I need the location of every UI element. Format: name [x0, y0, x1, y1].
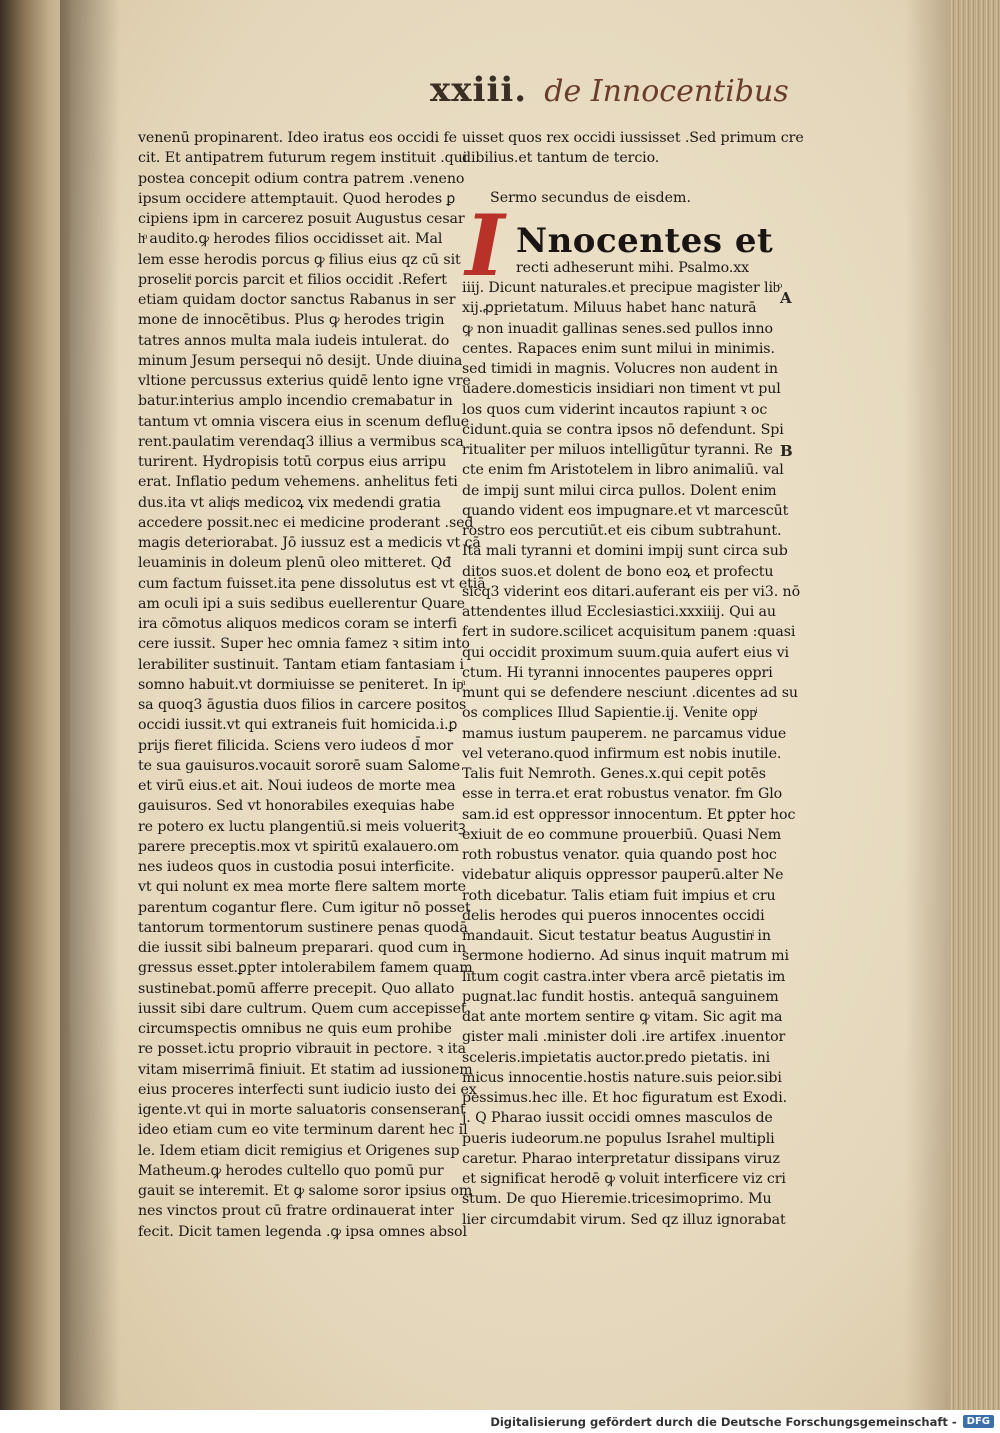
- text-line: vel veterano.quod infirmum est nobis inutile.: [462, 745, 782, 762]
- text-line: minum Jesum persequi nō desijt. Unde diuina: [138, 352, 463, 369]
- sermon-heading: Sermo secundus de eisdem.: [490, 190, 691, 206]
- text-line: dus.ita vt aliqͥs medicoꝝ vix medendi gratia: [138, 494, 441, 511]
- text-line: magis deteriorabat. Jō iussuz est a medicis vt cā: [138, 535, 481, 551]
- text-line: sceleris.impietatis auctor.predo pietatis. ini: [462, 1049, 771, 1066]
- spine-shadow: [60, 0, 120, 1410]
- text-line: mamus iustum pauperem. ne parcamus vidue: [462, 725, 787, 742]
- footer-credit: Digitalisierung gefördert durch die Deutsche Forschungsgemeinschaft -: [490, 1414, 957, 1429]
- text-line: dibilius.et tantum de tercio.: [462, 150, 660, 167]
- margin-mark-a: A: [780, 289, 792, 307]
- text-line: leuaminis in doleum plenū oleo mitteret. Qđ: [138, 555, 452, 572]
- text-line: circumspectis omnibus ne quis eum prohibe: [138, 1021, 452, 1037]
- text-line: quando vident eos impugnare.et vt marcescūt: [462, 502, 789, 519]
- text-line: ritualiter per miluos intelligūtur tyranni. Re: [462, 442, 773, 458]
- text-line: Talis fuit Nemroth. Genes.x.qui cepit potēs: [462, 766, 766, 782]
- right-column-body: [462, 278, 801, 1230]
- text-line: qui occidit proximum suum.quia aufert eius vi: [462, 644, 789, 661]
- text-line: cere iussit. Super hec omnia famez ꝛ sitim into: [138, 636, 470, 653]
- text-line: sustinebat.pomū afferre precepit. Quo allato: [138, 980, 455, 997]
- text-line: cidunt.quia se contra ipsos nō defendunt. Spi: [462, 421, 784, 438]
- text-line: eius proceres interfecti sunt iudicio iusto dei ex: [138, 1081, 477, 1098]
- text-line: vt qui nolunt ex mea morte flere saltem morte: [138, 879, 466, 896]
- text-line: re potero ex luctu plangentiū.si meis volueritꝫ: [138, 818, 466, 835]
- text-line: sam.id est oppressor innocentum. Et ꝑpter hoc: [462, 806, 796, 823]
- text-line: batur.interius amplo incendio cremabatur in: [138, 393, 453, 410]
- text-line: ideo etiam cum eo vite terminum darent hec il: [138, 1122, 468, 1139]
- text-line: videbatur aliquis oppressor pauperū.alter Ne: [462, 867, 784, 884]
- text-line: centes. Rapaces enim sunt milui in minimis.: [462, 340, 775, 357]
- text-line: ctum. Hi tyranni innocentes pauperes oppri: [462, 664, 773, 681]
- text-line: gauisuros. Sed vt honorabiles exequias habe: [138, 798, 455, 815]
- text-line: los quos cum viderint incautos rapiunt ꝛ oc: [462, 401, 768, 418]
- text-line: nes iudeos quos in custodia posui interficite.: [138, 859, 455, 875]
- text-line: sermone hodierno. Ad sinus inquit matrum mi: [462, 948, 789, 965]
- text-line: dat ante mortem sentire ꝙ vitam. Sic agit ma: [462, 1009, 783, 1025]
- text-line: gister mali .minister doli .ire artifex .inuentor: [462, 1029, 786, 1046]
- text-line: pessimus.hec ille. Et hoc figuratum est Exodi.: [462, 1090, 788, 1106]
- text-line: pugnat.lac fundit hostis. antequā sanguinem: [462, 988, 779, 1005]
- text-line: parere preceptis.mox vt spiritū exalauero.om: [138, 838, 459, 855]
- text-line: gauit se interemit. Et ꝙ salome soror ipsius om: [138, 1183, 473, 1199]
- text-line: sed timidi in magnis. Volucres non audent in: [462, 361, 778, 377]
- text-line: munt qui se defendere nesciunt .dicentes ad su: [462, 685, 798, 701]
- text-line: iiij. Dicunt naturales.et precipue magister libͦ: [462, 280, 780, 296]
- text-line: le. Idem etiam dicit remigius et Origenes sup: [138, 1142, 460, 1159]
- text-line: vitam miserrimā finiuit. Et statim ad iussionem: [138, 1061, 473, 1078]
- left-text-column: [138, 128, 486, 1242]
- text-line: stum. De quo Hieremie.tricesimoprimo. Mu: [462, 1191, 772, 1208]
- text-line: fecit. Dicit tamen legenda .ꝙ ipsa omnes absol: [138, 1223, 467, 1240]
- text-line: xij.ꝓprietatum. Miluus habet hanc naturā: [462, 300, 757, 317]
- text-line: prijs fieret filicida. Sciens vero iudeos d̄ mor: [138, 737, 453, 754]
- text-line: gressus esset.ꝑpter intolerabilem famem quam: [138, 960, 473, 977]
- page-edges: [950, 0, 1000, 1410]
- text-line: Matheum.ꝙ herodes cultello quo pomū pur: [138, 1162, 444, 1179]
- text-line: recti adheserunt mihi. Psalmo.xx: [516, 260, 750, 276]
- text-line: tantum vt omnia viscera eius in scenum deflue: [138, 413, 470, 430]
- text-line: parentum cogantur flere. Cum igitur nō posset: [138, 899, 471, 916]
- text-line: ira cōmotus aliquos medicos coram se interfi: [138, 616, 458, 632]
- incipit-text: Nnocentes et: [516, 221, 774, 261]
- text-line: lier circumdabit virum. Sed qz illuz ignorabat: [462, 1211, 786, 1228]
- text-line: venenū propinarent. Ideo iratus eos occidi fe: [138, 130, 457, 146]
- text-line: mandauit. Sicut testatur beatus Augustinͥ in: [462, 928, 771, 944]
- text-line: iussit sibi dare cultrum. Quem cum accepisset.: [138, 1000, 471, 1017]
- running-head: [430, 70, 789, 120]
- text-line: esse in terra.et erat robustus venator. fm Glo: [462, 786, 783, 803]
- text-line: et virū eius.et ait. Noui iudeos de morte mea: [138, 778, 456, 794]
- right-column-top: [462, 128, 804, 169]
- text-line: proselitͥ porcis parcit et filios occidit .Refert: [138, 271, 447, 288]
- text-line: uadere.domesticis insidiari non timent vt pul: [462, 381, 781, 398]
- text-line: hͦ audito.ꝙ herodes filios occidisset ait. Mal: [138, 231, 443, 248]
- text-line: os complices Illud Sapientie.ij. Venite oppͥ: [462, 705, 757, 722]
- text-line: ditos suos.et dolent de bono eoꝝ et profectu: [462, 563, 774, 580]
- text-line: rent.paulatim verendaq3 illius a vermibus sca: [138, 433, 464, 450]
- text-line: sicq3 viderint eos ditari.auferant eis per vi3. nō: [462, 583, 801, 600]
- margin-mark-b: B: [780, 442, 793, 460]
- decorated-initial: I: [465, 196, 505, 295]
- text-line: delis herodes qui pueros innocentes occidi: [462, 907, 765, 924]
- text-line: litum cogit castra.inter vbera arcē pietatis im: [462, 968, 786, 985]
- running-title: de Innocentibus: [544, 74, 789, 109]
- text-line: pueris iudeorum.ne populus Israhel multipli: [462, 1130, 775, 1147]
- text-line: attendentes illud Ecclesiastici.xxxiiij. Qui au: [462, 604, 776, 620]
- text-line: tantorum tormentorum sustinere penas quodā: [138, 919, 468, 936]
- text-line: et significat herodē ꝙ voluit interficere viz cri: [462, 1171, 786, 1187]
- text-line: Ita mali tyranni et domini impij sunt circa sub: [462, 543, 788, 560]
- text-line: occidi iussit.vt qui extraneis fuit homicida.i.ꝑ: [138, 717, 458, 734]
- text-line: lerabiliter sustinuit. Tantam etiam fantasiam i: [138, 656, 464, 673]
- text-line: de impij sunt milui circa pullos. Dolent enim: [462, 482, 777, 499]
- text-line: cte enim fm Aristotelem in libro animaliū. val: [462, 462, 784, 479]
- folio-number: xxiii.: [430, 70, 528, 110]
- text-line: vltione percussus exterius quidē lento igne vre: [138, 373, 471, 389]
- text-line: roth dicebatur. Talis etiam fuit impius et cru: [462, 887, 776, 904]
- text-line: ꝙ non inuadit gallinas senes.sed pullos inno: [462, 320, 773, 337]
- right-column-opening: [516, 258, 786, 278]
- text-line: erat. Inflatio pedum vehemens. anhelitus feti: [138, 474, 458, 491]
- text-line: igente.vt qui in morte saluatoris consenserant: [138, 1102, 466, 1118]
- footer-bar: [0, 1410, 1000, 1433]
- text-line: j. Q Pharao iussit occidi omnes masculos de: [462, 1110, 773, 1127]
- text-line: turirent. Hydropisis totū corpus eius arripu: [138, 454, 447, 470]
- text-line: am oculi ipi a suis sedibus euellerentur Quare: [138, 595, 465, 612]
- text-line: sa quoq3 āgustia duos filios in carcere positos: [138, 697, 467, 713]
- text-line: accedere possit.nec ei medicine proderant .sed: [138, 514, 474, 531]
- text-line: re posset.ictu proprio vibrauit in pectore. ꝛ ita: [138, 1041, 467, 1058]
- text-line: mone de innocētibus. Plus ꝙ herodes trigin: [138, 312, 445, 329]
- text-line: rostro eos percutiūt.et eis cibum subtrahunt.: [462, 523, 782, 539]
- text-line: caretur. Pharao interpretatur dissipans viruz: [462, 1150, 780, 1167]
- text-line: exiuit de eo commune prouerbiū. Quasi Nem: [462, 826, 782, 843]
- text-line: cipiens ipm in carcerez posuit Augustus cesar: [138, 211, 465, 227]
- text-line: tatres annos multa mala iudeis intulerat. do: [138, 332, 450, 349]
- text-line: uisset quos rex occidi iussisset .Sed primum cre: [462, 130, 804, 146]
- dfg-logo: DFG: [963, 1415, 994, 1428]
- text-line: etiam quidam doctor sanctus Rabanus in ser: [138, 292, 456, 308]
- text-line: fert in sudore.scilicet acquisitum panem :quasi: [462, 624, 796, 641]
- text-line: micus innocentie.hostis nature.suis peior.sibi: [462, 1069, 782, 1086]
- text-line: cum factum fuisset.ita pene dissolutus est vt etiā: [138, 575, 486, 592]
- text-line: postea concepit odium contra patrem .veneno: [138, 170, 465, 187]
- text-line: somno habuit.vt dormiuisse se peniteret. In ipͣ: [138, 676, 464, 693]
- text-line: ipsum occidere attemptauit. Quod herodes ꝑ: [138, 190, 456, 207]
- text-line: nes vinctos prout cū fratre ordinauerat inter: [138, 1203, 454, 1220]
- text-line: lem esse herodis porcus ꝙ filius eius qz cū sit: [138, 251, 461, 268]
- text-line: te sua gauisuros.vocauit sororē suam Salome: [138, 757, 461, 774]
- text-line: cit. Et antipatrem futurum regem instituit .qui: [138, 150, 468, 167]
- right-shadow: [905, 0, 950, 1410]
- text-line: die iussit sibi balneum preparari. quod cum in: [138, 940, 467, 956]
- text-line: roth robustus venator. quia quando post hoc: [462, 847, 777, 863]
